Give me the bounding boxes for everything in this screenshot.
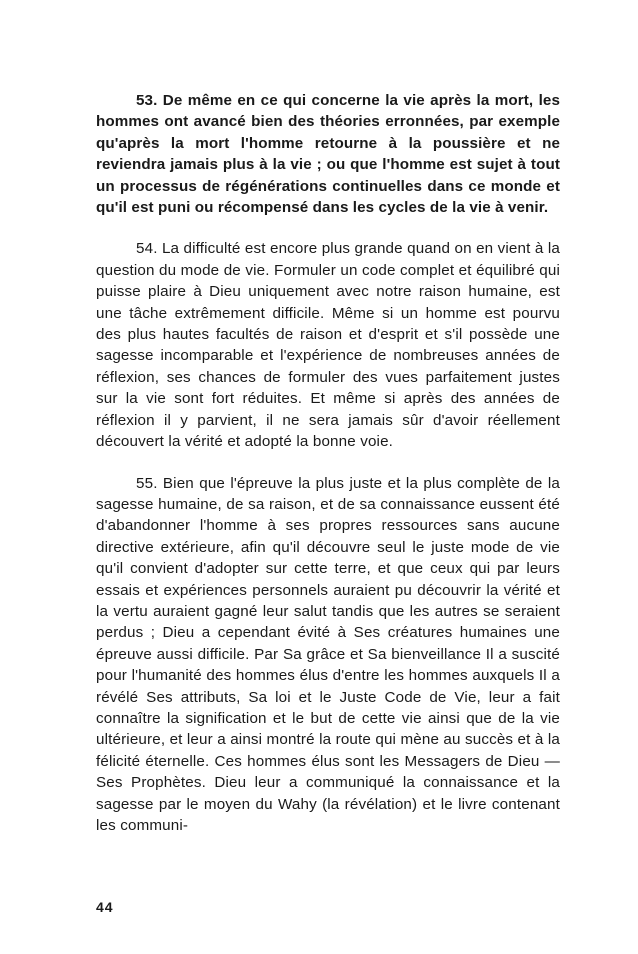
paragraph-54: 54. La difficulté est encore plus grande quand on en vient à la question du mode de vie. Formuler un code complet et équilibré qui puisse plaire à Dieu uniquement avec notre raison humaine, est une tâche extrêmement difficile. Même si un homme est pourvu des plus hautes facultés de raison et d'esprit et s'il possède une sagesse incomparable et l'expérience de nombreuses années de réflexion, ses chances de formuler des vues parfaitement justes sur la vie sont fort réduites. Et même si après des années de réflexion il y parvient, il ne sera jamais sûr d'avoir réellement découvert la vérité et adopté la bonne voie. — [96, 240, 560, 451]
paragraph-55: 55. Bien que l'épreuve la plus juste et la plus complète de la sagesse humaine, de sa raison, et de sa connaissance eussent été d'abandonner l'homme à ses propres ressources sans aucune directive extérieure, afin qu'il découvre seul le juste mode de vie qu'il convient d'adopter sur cette terre, et que ceux qui par leurs essais et expériences personnels auraient pu découvrir la vérité et la vertu auraient gagné leur salut tandis que les autres se seraient perdus ; Dieu a cependant évité à Ses créatures humaines une épreuve aussi difficile. Par Sa grâce et Sa bienveillance Il a suscité pour l'humanité des hommes élus d'entre les hommes auxquels Il a révélé Ses attributs, Sa loi et le Juste Code de Vie, leur a fait connaître la signification et le but de cette vie ainsi que de la vie ultérieure, et leur a ainsi montré la route qui mène au succès et à la félicité éternelle. Ces hommes élus sont les Messagers de Dieu — Ses Prophètes. Dieu leur a communiqué la connaissance et la sagesse par le moyen du Wahy (la révélation) et le livre contenant les communi- — [96, 474, 560, 834]
page-number: 44 — [96, 899, 114, 915]
paragraph-53: 53. De même en ce qui concerne la vie après la mort, les hommes ont avancé bien des théories erronnées, par exemple qu'après la mort l'homme retourne à la poussière et ne reviendra jamais plus à la vie ; ou que l'homme est sujet à tout un processus de régénérations continuelles dans ce monde et qu'il est puni ou récompensé dans les cycles de la vie à venir. — [96, 92, 560, 217]
body-text — [96, 90, 560, 856]
